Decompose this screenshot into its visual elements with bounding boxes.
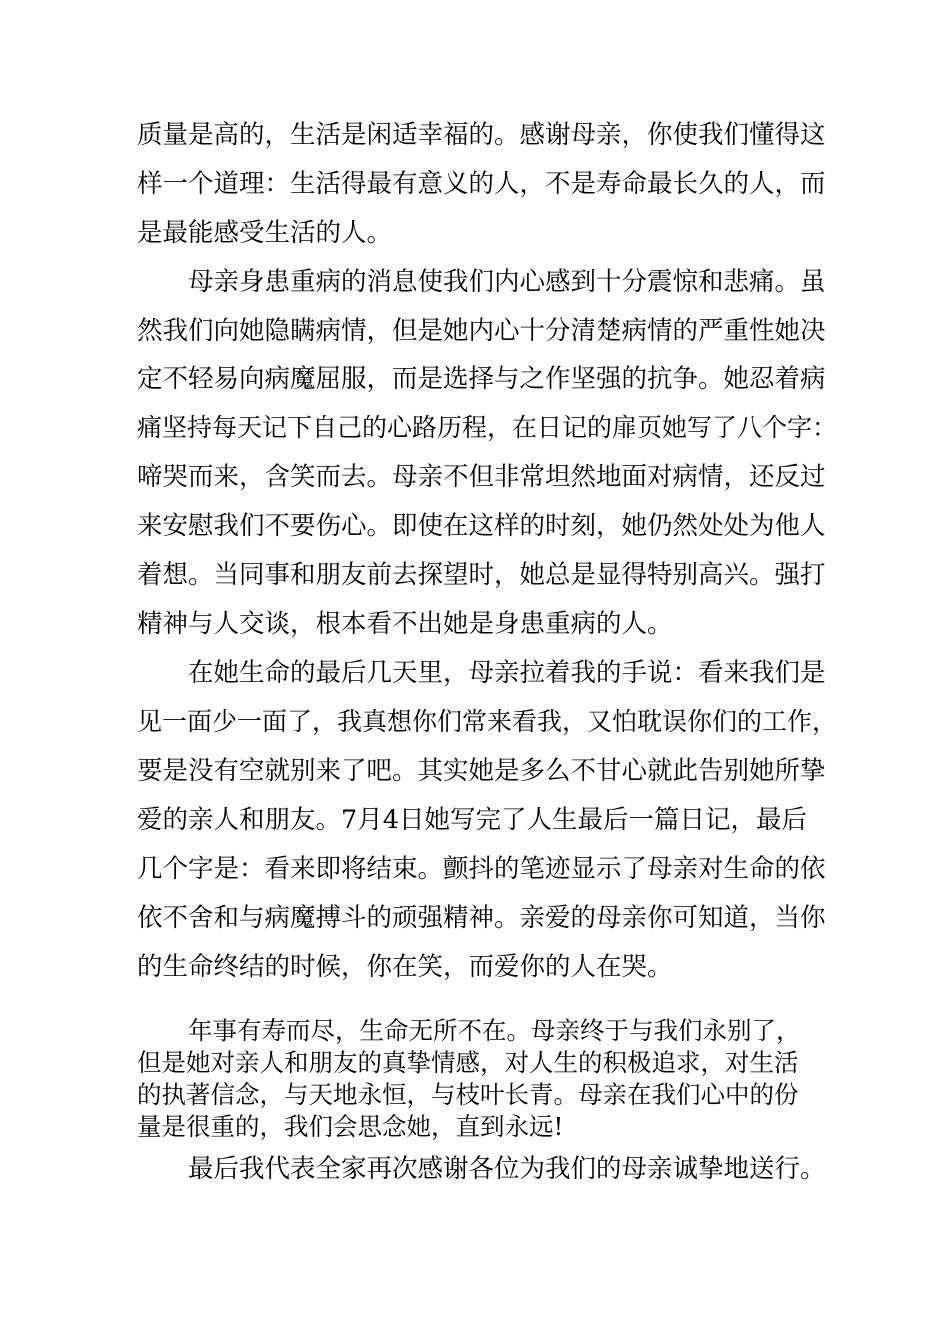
text-line: 样一个道理：生活得最有意义的人，不是寿命最长久的人，而 [137, 169, 826, 199]
text-line: 要是没有空就别来了吧。其实她是多么不甘心就此告别她所挚 [137, 756, 826, 786]
text-line: 几个字是：看来即将结束。颤抖的笔迹显示了母亲对生命的依 [137, 854, 826, 884]
text-line: 母亲身患重病的消息使我们内心感到十分震惊和悲痛。虽 [188, 267, 826, 297]
text-line: 着想。当同事和朋友前去探望时，她总是显得特别高兴。强打 [137, 560, 826, 590]
text-line: 量是很重的，我们会思念她，直到永远! [137, 1112, 564, 1141]
text-line: 啼哭而来，含笑而去。母亲不但非常坦然地面对病情，还反过 [137, 462, 826, 492]
text-line: 来安慰我们不要伤心。即使在这样的时刻，她仍然处处为他人 [137, 511, 826, 541]
text-line: 最后我代表全家再次感谢各位为我们的母亲诚挚地送行。 [188, 1154, 826, 1184]
text-line: 质量是高的，生活是闲适幸福的。感谢母亲，你使我们懂得这 [137, 120, 826, 150]
text-line: 痛坚持每天记下自己的心路历程，在日记的扉页她写了八个字： [137, 413, 838, 442]
text-line: 的执著信念，与天地永恒，与枝叶长青。母亲在我们心中的份 [137, 1080, 799, 1109]
text-line: 然我们向她隐瞒病情，但是她内心十分清楚病情的严重性她决 [137, 316, 826, 346]
text-line: 爱的亲人和朋友。7月4日她写完了人生最后一篇日记，最后 [137, 805, 807, 835]
text-line: 定不轻易向病魔屈服，而是选择与之作坚强的抗争。她忍着病 [137, 364, 826, 394]
text-line: 但是她对亲人和朋友的真挚情感，对人生的积极追求，对生活 [137, 1048, 799, 1077]
text-line: 见一面少一面了，我真想你们常来看我，又怕耽误你们的工作， [137, 707, 838, 736]
text-line: 在她生命的最后几天里，母亲拉着我的手说：看来我们是 [188, 658, 826, 688]
text-line: 是最能感受生活的人。 [137, 218, 393, 248]
text-line: 精神与人交谈，根本看不出她是身患重病的人。 [137, 609, 673, 639]
text-line: 的生命终结的时候，你在笑，而爱你的人在哭。 [137, 952, 673, 982]
text-line: 年事有寿而尽，生命无所不在。母亲终于与我们永别了， [188, 1016, 801, 1045]
text-line: 依不舍和与病魔搏斗的顽强精神。亲爱的母亲你可知道，当你 [137, 903, 826, 933]
